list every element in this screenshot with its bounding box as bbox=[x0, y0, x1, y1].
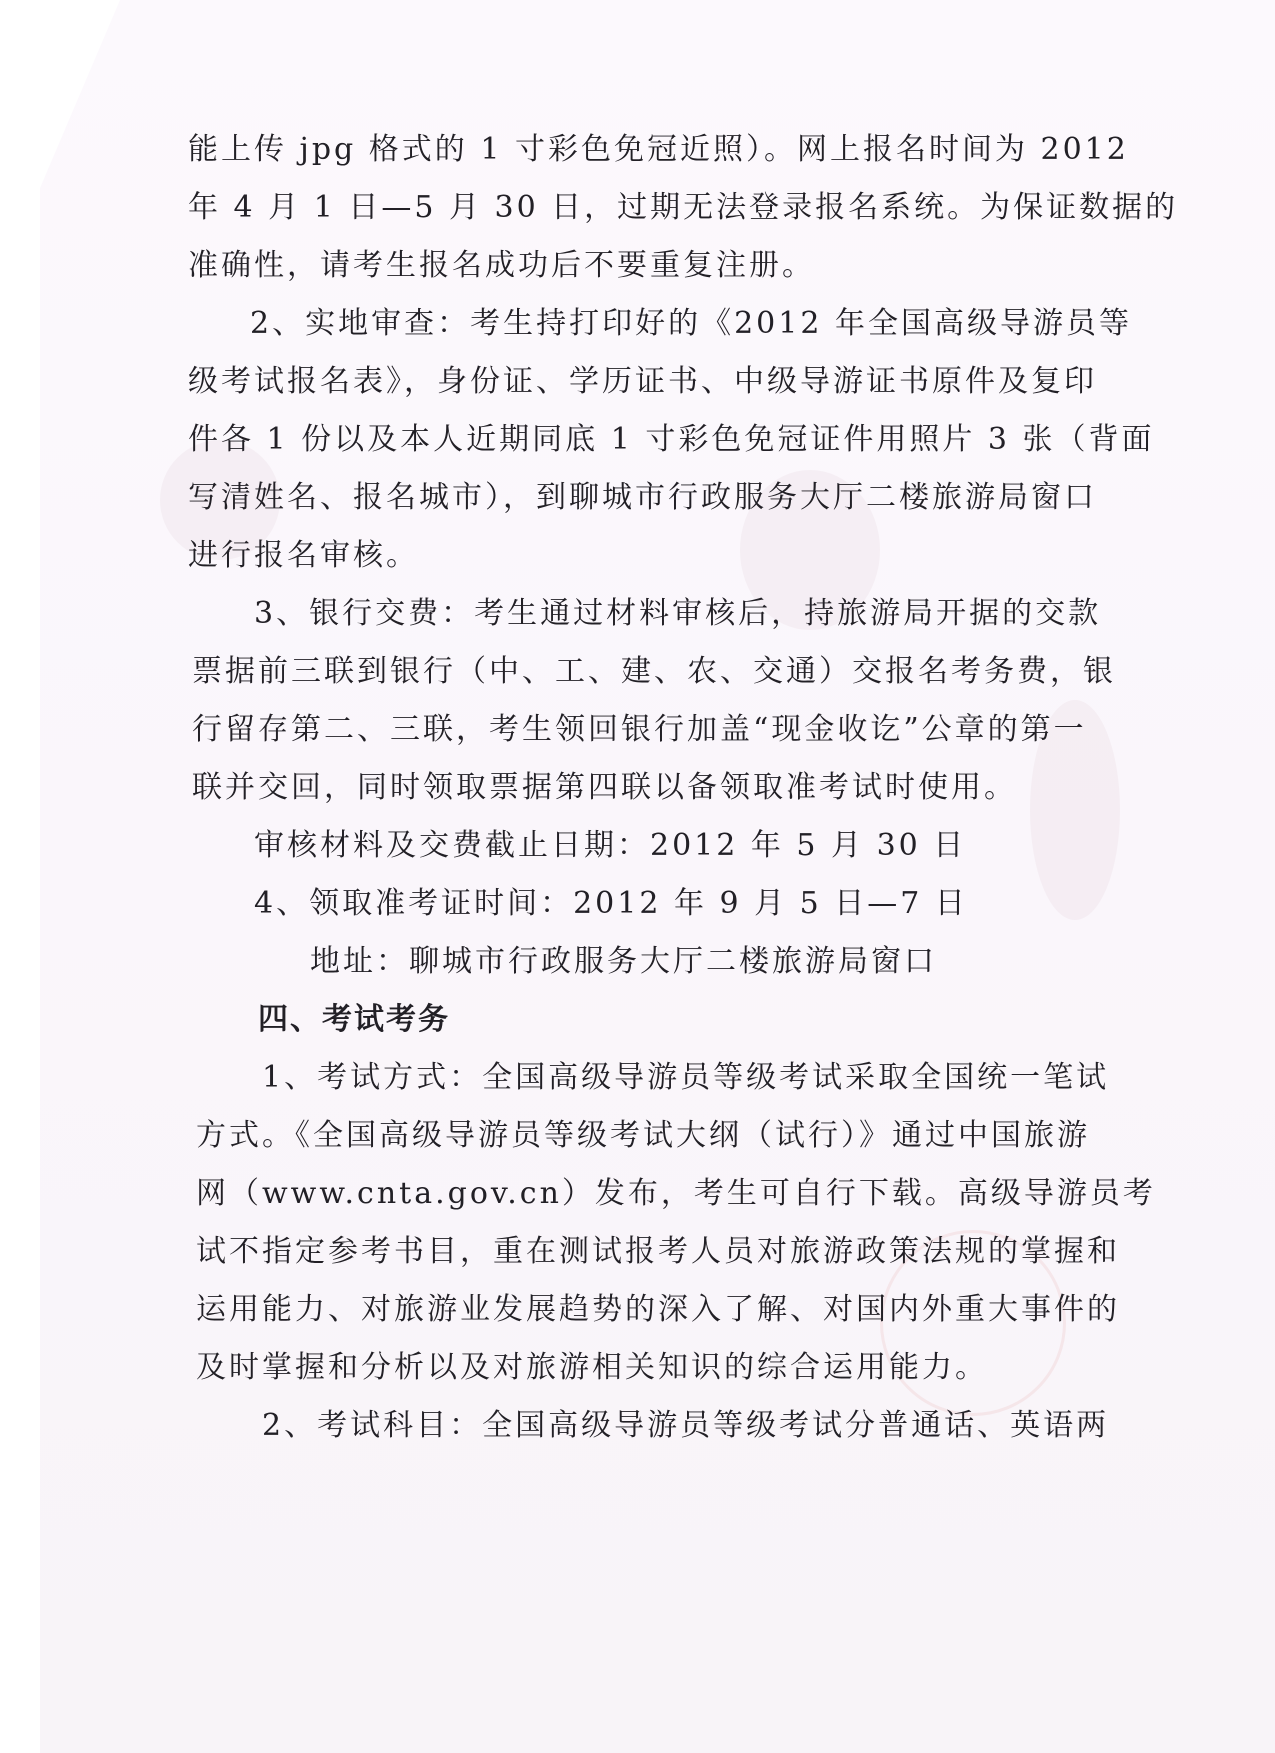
text-line: 行留存第二、三联，考生领回银行加盖“现金收讫”公章的第一 bbox=[192, 712, 1087, 747]
text-line: 方式。《全国高级导游员等级考试大纲（试行）》通过中国旅游 bbox=[196, 1118, 1090, 1153]
text-line: 及时掌握和分析以及对旅游相关知识的综合运用能力。 bbox=[196, 1350, 988, 1385]
text-line: 试不指定参考书目，重在测试报考人员对旅游政策法规的掌握和 bbox=[196, 1234, 1120, 1269]
text-line: 1、考试方式：全国高级导游员等级考试采取全国统一笔试 bbox=[262, 1060, 1110, 1095]
text-line: 件各 1 份以及本人近期同底 1 寸彩色免冠证件用照片 3 张（背面 bbox=[188, 422, 1155, 457]
text-line: 级考试报名表》，身份证、学历证书、中级导游证书原件及复印 bbox=[188, 364, 1097, 399]
text-line: 3、银行交费：考生通过材料审核后，持旅游局开据的交款 bbox=[254, 596, 1102, 631]
text-line: 地址：聊城市行政服务大厅二楼旅游局窗口 bbox=[310, 944, 937, 979]
text-line: 2、考试科目：全国高级导游员等级考试分普通话、英语两 bbox=[262, 1408, 1110, 1443]
text-line: 运用能力、对旅游业发展趋势的深入了解、对国内外重大事件的 bbox=[196, 1292, 1120, 1327]
section-heading: 四、考试考务 bbox=[258, 1002, 450, 1037]
text-line: 能上传 jpg 格式的 1 寸彩色免冠近照）。网上报名时间为 2012 bbox=[188, 132, 1129, 167]
text-line: 年 4 月 1 日—5 月 30 日，过期无法登录报名系统。为保证数据的 bbox=[188, 190, 1179, 225]
text-line: 4、领取准考证时间：2012 年 9 月 5 日—7 日 bbox=[254, 886, 968, 921]
text-line: 票据前三联到银行（中、工、建、农、交通）交报名考务费，银 bbox=[192, 654, 1116, 689]
text-line: 写清姓名、报名城市），到聊城市行政服务大厅二楼旅游局窗口 bbox=[188, 480, 1097, 515]
text-line: 2、实地审查：考生持打印好的《2012 年全国高级导游员等 bbox=[250, 306, 1132, 341]
text-line: 联并交回，同时领取票据第四联以备领取准考试时使用。 bbox=[192, 770, 1017, 805]
text-line: 审核材料及交费截止日期：2012 年 5 月 30 日 bbox=[254, 828, 967, 863]
text-line: 进行报名审核。 bbox=[188, 538, 419, 573]
text-line: 准确性，请考生报名成功后不要重复注册。 bbox=[188, 248, 815, 283]
text-line: 网（www.cnta.gov.cn）发布，考生可自行下载。高级导游员考 bbox=[196, 1176, 1156, 1211]
